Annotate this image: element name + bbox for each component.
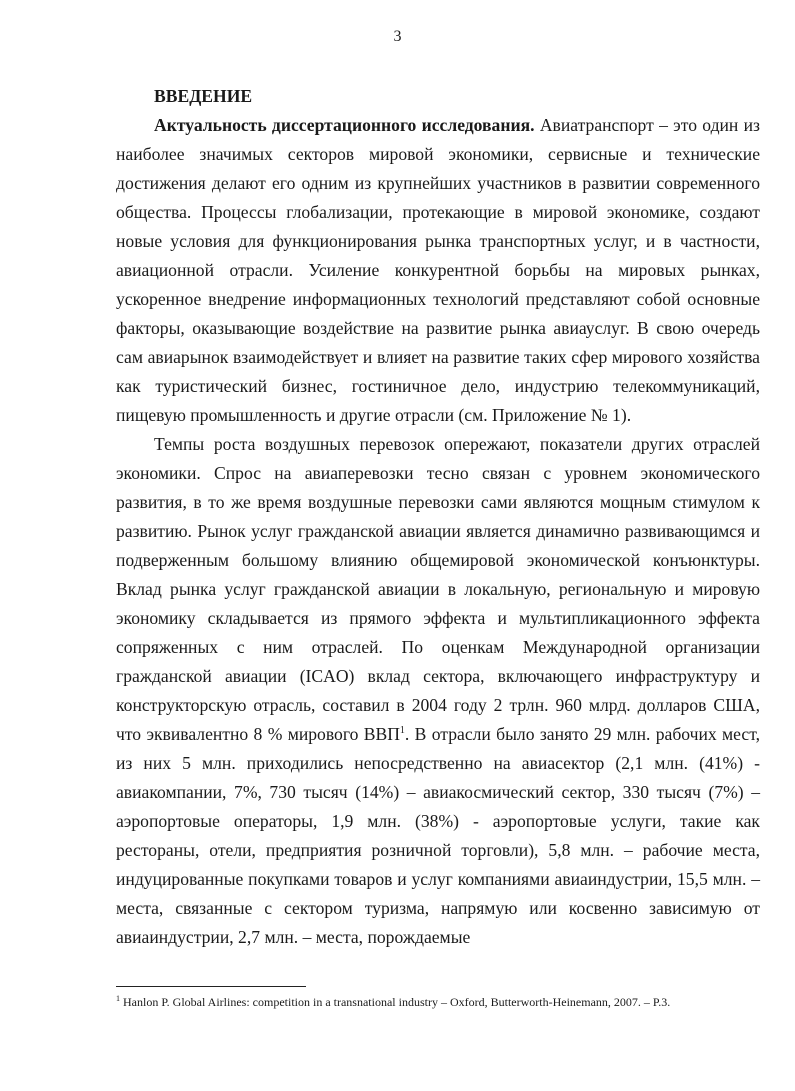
footnote-reference: 1 <box>399 725 405 737</box>
paragraph-growth <box>116 430 760 952</box>
paragraph-text-continued: . В отрасли было занято 29 млн. рабочих мест, из них 5 млн. приходились непосредственно на авиасектор (2,1 млн. (41%) - авиакомпании, 7%, 730 тысяч (14%) – авиакосмический сектор, 330 тысяч (7%) – аэропортовые операторы, 1,9 млн. (38%) - аэропортовые услуги, такие как рестораны, отели, предприятия розничной торговли), 5,8 млн. – рабочие места, индуцированные покупками товаров и услуг компаниями авиаиндустрии, 15,5 млн. – места, связанные с сектором туризма, напрямую или косвенно зависимую от авиаиндустрии, 2,7 млн. – места, порождаемые <box>116 724 760 947</box>
paragraph-relevance <box>116 111 760 430</box>
page-number: 3 <box>393 28 402 45</box>
footnote-mark: 1 <box>116 994 120 1003</box>
page-body <box>116 82 760 952</box>
paragraph-text: Темпы роста воздушных перевозок опережают, показатели других отраслей экономики. Спрос на авиаперевозки тесно связан с уровнем экономического развития, в то же время воздушные перевозки сами являются мощным стимулом к развитию. Рынок услуг гражданской авиации является динамично развивающимся и подверженным большому влиянию общемировой экономической конъюнктуры. Вклад рынка услуг гражданской авиации в локальную, региональную и мировую экономику складывается из прямого эффекта и мультипликационного эффекта сопряженных с ним отраслей. По оценкам Международной организации гражданской авиации (ICAO) вклад сектора, включающего инфраструктуру и конструкторскую отрасль, составил в 2004 году 2 трлн. 960 млрд. долларов США, что эквивалентно 8 % мирового ВВП <box>116 434 760 744</box>
footnote-divider <box>116 986 306 987</box>
paragraph-text: Авиатранспорт – это один из наиболее значимых секторов мировой экономики, сервисные и технические достижения делают его одним из крупнейших участников в развитии современного общества. Процессы глобализации, протекающие в мировой экономике, создают новые условия для функционирования рынка транспортных услуг, и в частности, авиационной отрасли. Усиление конкурентной борьбы на мировых рынках, ускоренное внедрение информационных технологий представляют собой основные факторы, оказывающие воздействие на развитие рынка авиауслуг. В свою очередь сам авиарынок взаимодействует и влияет на развитие таких сфер мирового хозяйства как туристический бизнес, гостиничное дело, индустрию телекоммуникаций, пищевую промышленность и другие отрасли (см. Приложение № 1). <box>116 115 761 425</box>
section-heading: ВВЕДЕНИЕ <box>154 86 253 106</box>
footnote <box>116 994 776 1010</box>
paragraph-lead: Актуальность диссертационного исследования. <box>154 115 535 135</box>
footnote-text: Hanlon P. Global Airlines: competition in a transnational industry – Oxford, Butterworth-Heinemann, 2007. – P.3. <box>120 995 671 1009</box>
